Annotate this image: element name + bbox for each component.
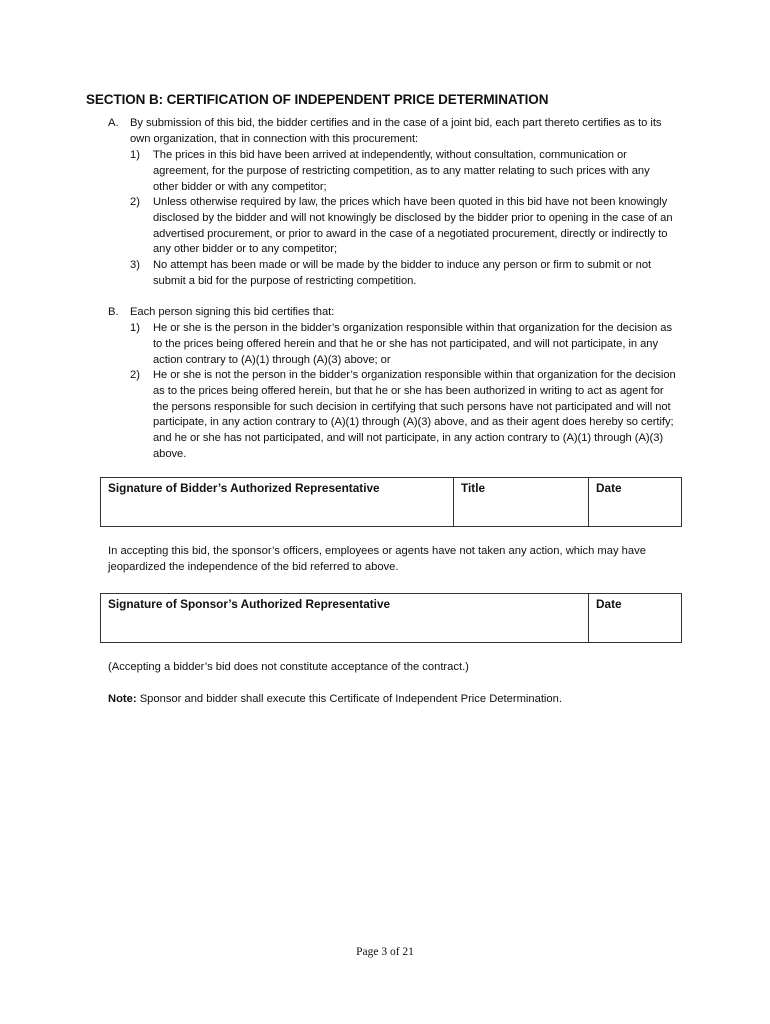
sponsor-date-field[interactable] [589,594,682,643]
part-b-item-text: He or she is not the person in the bidder’s organization responsible within that organization for the decision as to the prices being offered herein, but that he or she has been authorized in writing to act as agent for the persons responsible for such decision in certifying that such persons have not participated and will not participate, in any action contrary to (A)(1) through (A)(3) above, and as their agent does hereby so certify; and he or she has not participated, and will not participate, in any action contrary to (A)(1) through (A)(3) above. [153,369,676,460]
sponsor-signature-field[interactable] [101,594,589,643]
part-a-intro: By submission of this bid, the bidder certifies and in the case of a joint bid, each part thereto certifies as to its own organization, that in connection with this procurement: [130,117,662,145]
section-heading: SECTION B: CERTIFICATION OF INDEPENDENT PRICE DETERMINATION [86,92,549,107]
bidder-date-label: Date [596,481,622,495]
part-a-item-text: Unless otherwise required by law, the prices which have been quoted in this bid have not been knowingly disclosed by the bidder and will not knowingly be disclosed by the bidder prior to opening in the case of an advertised procurement, or prior to award in the case of a negotiated procurement, directly or indirectly to any other bidder or to any competitor; [153,196,673,256]
page-number: Page 3 of 21 [356,946,414,958]
part-b-intro: Each person signing this bid certifies that: [130,306,335,318]
bidder-title-field[interactable] [454,478,589,527]
part-b-item-text: He or she is the person in the bidder’s organization responsible within that organization for the decision as to the prices being offered herein and that he or she has not participated, and will not participate, in any action contrary to (A)(1) through (A)(3) above; or [153,322,673,366]
bidder-title-label: Title [461,481,486,495]
sponsor-signature-table [100,593,682,643]
note-text: Sponsor and bidder shall execute this Certificate of Independent Price Determination. [136,693,562,705]
bidder-signature-table [100,477,682,527]
sponsor-signature-label: Signature of Sponsor’s Authorized Representative [108,597,391,611]
bidder-signature-label: Signature of Bidder’s Authorized Representative [108,481,380,495]
disclaimer: (Accepting a bidder’s bid does not constitute acceptance of the contract.) [108,661,469,673]
note [108,692,708,708]
note-label: Note: [108,693,137,705]
sponsor-statement: In accepting this bid, the sponsor’s officers, employees or agents have not taken any action, which may have jeopardized the independence of the bid referred to above. [108,545,646,573]
part-a-item-text: No attempt has been made or will be made by the bidder to induce any person or firm to submit or not submit a bid for the purpose of restricting competition. [153,259,652,287]
bidder-signature-field[interactable] [101,478,454,527]
part-a-item-number: 1) [130,149,140,161]
part-a-item-number: 3) [130,259,140,271]
part-b-item-number: 1) [130,322,140,334]
bidder-date-field[interactable] [589,478,682,527]
part-a-item-text: The prices in this bid have been arrived at independently, without consultation, communication or agreement, for the purpose of restricting competition, as to any matter relating to such prices with any other bidder or with any competitor; [153,149,650,193]
sponsor-date-label: Date [596,597,622,611]
part-b-label: B. [108,306,119,318]
part-b-item-number: 2) [130,369,140,381]
part-a-label: A. [108,117,119,129]
part-a-item-number: 2) [130,196,140,208]
